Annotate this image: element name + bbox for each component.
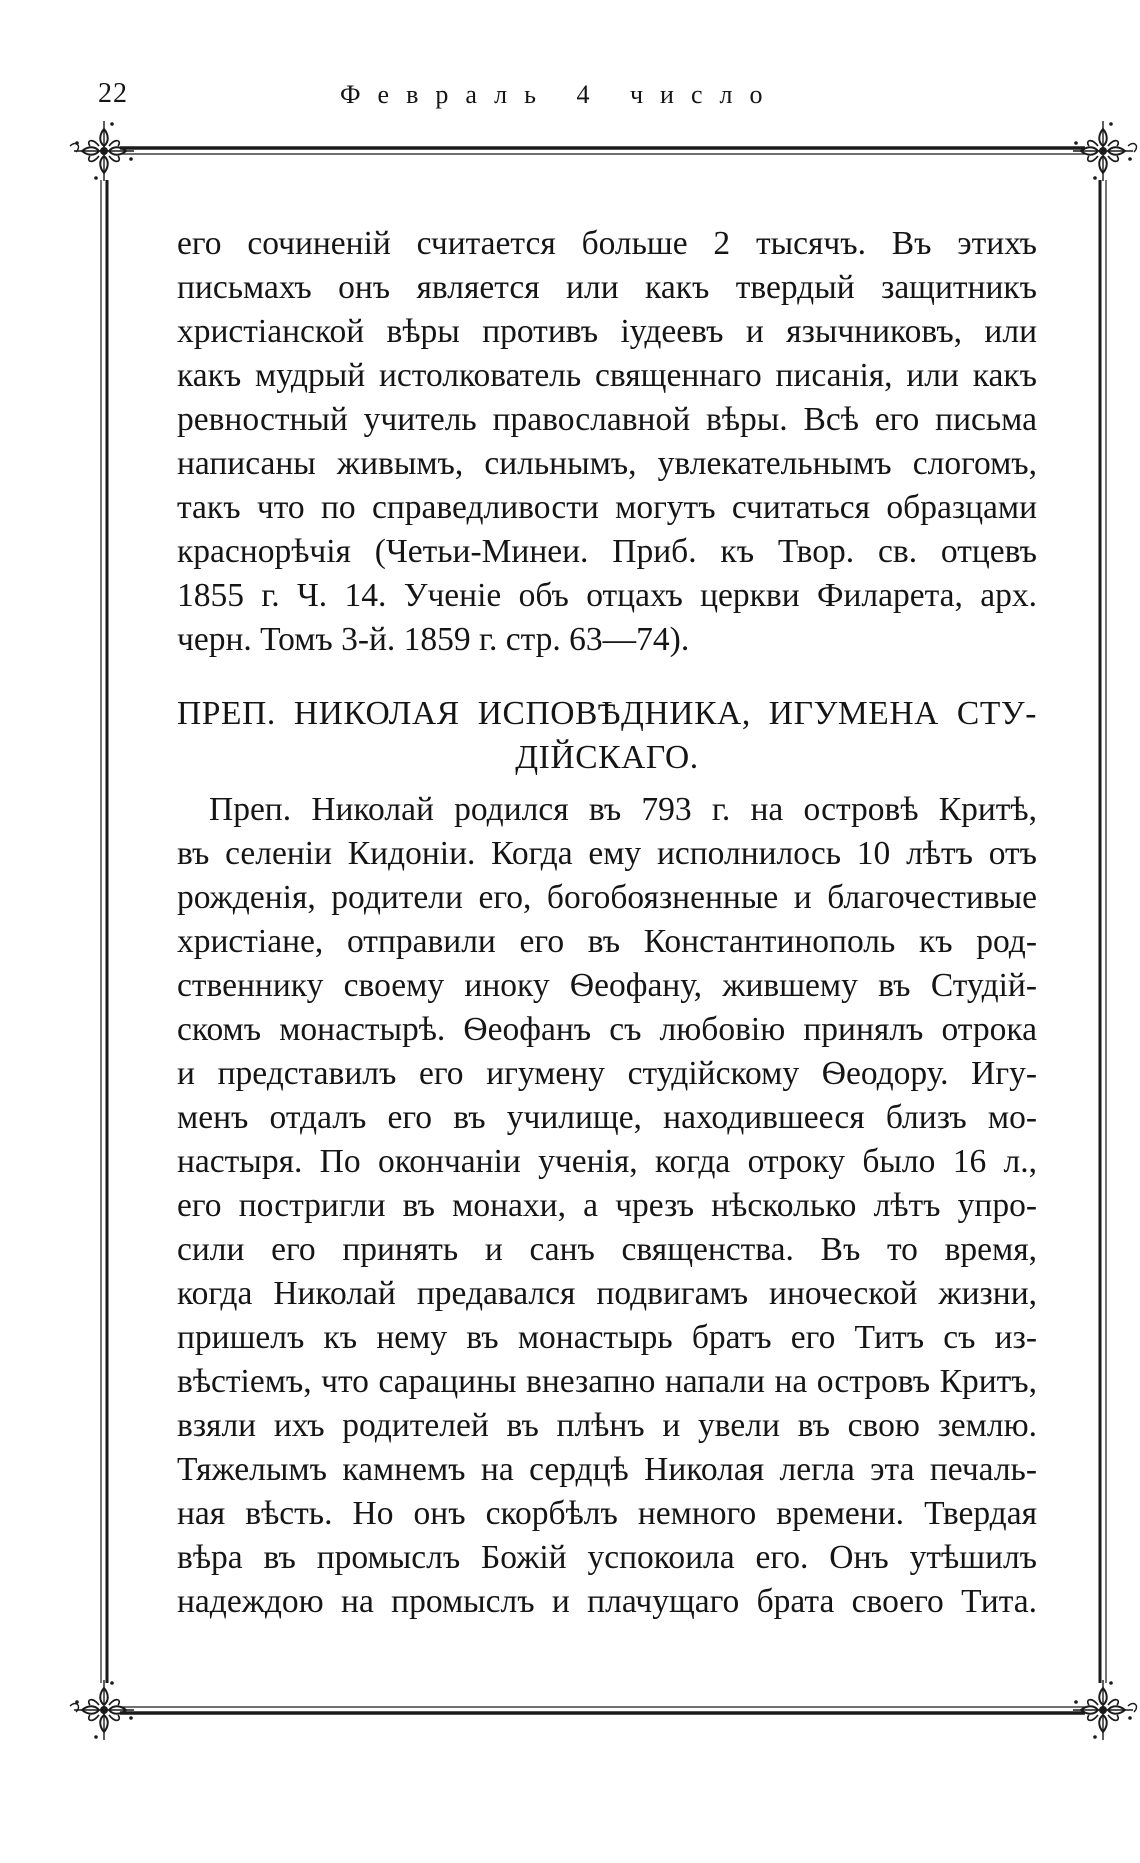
corner-ornament-top-left [74,121,134,181]
text-line: такъ что по справедливости могутъ считаться образцами [177,489,1037,526]
text-line: и представилъ его игумену студійскому Ѳеодору. Игу- [177,1055,1037,1092]
text-line: черн. Томъ 3-й. 1859 г. стр. 63—74). [177,621,690,658]
text-line: когда Николай предавался подвигамъ иноческой жизни, [177,1275,1037,1312]
text-line: ревностный учитель православной вѣры. Всѣ его письма [177,401,1037,438]
text-line: письмахъ онъ является или какъ твердый защитникъ [177,269,1037,306]
text-line: вѣстіемъ, что сарацины внезапно напали на островъ Критъ, [177,1363,1037,1400]
section-heading-line: ДІЙСКАГО. [515,739,699,776]
section-heading [177,692,1037,780]
corner-ornament-bottom-right [1073,1680,1133,1740]
text-line: христіане, отправили его въ Константинополь къ род- [177,923,1037,960]
text-line: взяли ихъ родителей въ плѣнъ и увели въ свою землю. [177,1407,1037,1444]
page-text [177,222,1037,1624]
text-line: какъ мудрый истолкователь священнаго писанія, или какъ [177,357,1037,394]
text-line: скомъ монастырѣ. Ѳеофанъ съ любовію принялъ отрока [177,1011,1037,1048]
paragraph-continuation [177,222,1037,662]
text-line: настыря. По окончаніи ученія, когда отроку было 16 л., [177,1143,1037,1180]
page-number: 22 [98,78,128,109]
text-line: вѣра въ промыслъ Божій успокоила его. Онъ утѣшилъ [177,1539,1037,1576]
corner-ornament-bottom-left [74,1680,134,1740]
text-line: Преп. Николай родился въ 793 г. на островѣ Критѣ, [209,791,1037,828]
text-line: менъ отдалъ его въ училище, находившееся близъ мо- [177,1099,1037,1136]
text-line: надеждою на промыслъ и плачущаго брата своего Тита. [177,1583,1037,1620]
text-line: ственнику своему иноку Ѳеофану, жившему въ Студій- [177,967,1037,1004]
text-line: пришелъ къ нему въ монастырь братъ его Титъ съ из- [177,1319,1037,1356]
text-line: ная вѣсть. Но онъ скорбѣлъ немного времени. Твердая [177,1495,1037,1532]
text-line: 1855 г. Ч. 14. Ученіе объ отцахъ церкви Филарета, арх. [177,577,1037,614]
text-line: написаны живымъ, сильнымъ, увлекательнымъ слогомъ, [177,445,1037,482]
text-line: его сочиненій считается больше 2 тысячъ. Въ этихъ [177,225,1037,262]
text-line: сили его принять и санъ священства. Въ то время, [177,1231,1037,1268]
running-title: Февраль 4 число [340,80,780,109]
text-line: рожденія, родители его, богобоязненные и благочестивые [177,879,1037,916]
text-line: краснорѣчія (Четьи-Минеи. Приб. къ Твор. св. отцевъ [177,533,1037,570]
text-line: христіанской вѣры противъ іудеевъ и язычниковъ, или [177,313,1037,350]
paragraph-biography [177,788,1037,1624]
section-heading-line: ПРЕП. НИКОЛАЯ ИСПОВѢДНИКА, ИГУМЕНА СТУ- [177,695,1037,732]
text-line: въ селеніи Кидоніи. Когда ему исполнилось 10 лѣтъ отъ [177,835,1037,872]
corner-ornament-top-right [1073,121,1133,181]
text-line: его постригли въ монахи, а чрезъ нѣсколько лѣтъ упро- [177,1187,1037,1224]
text-line: Тяжелымъ камнемъ на сердцѣ Николая легла эта печаль- [177,1451,1037,1488]
